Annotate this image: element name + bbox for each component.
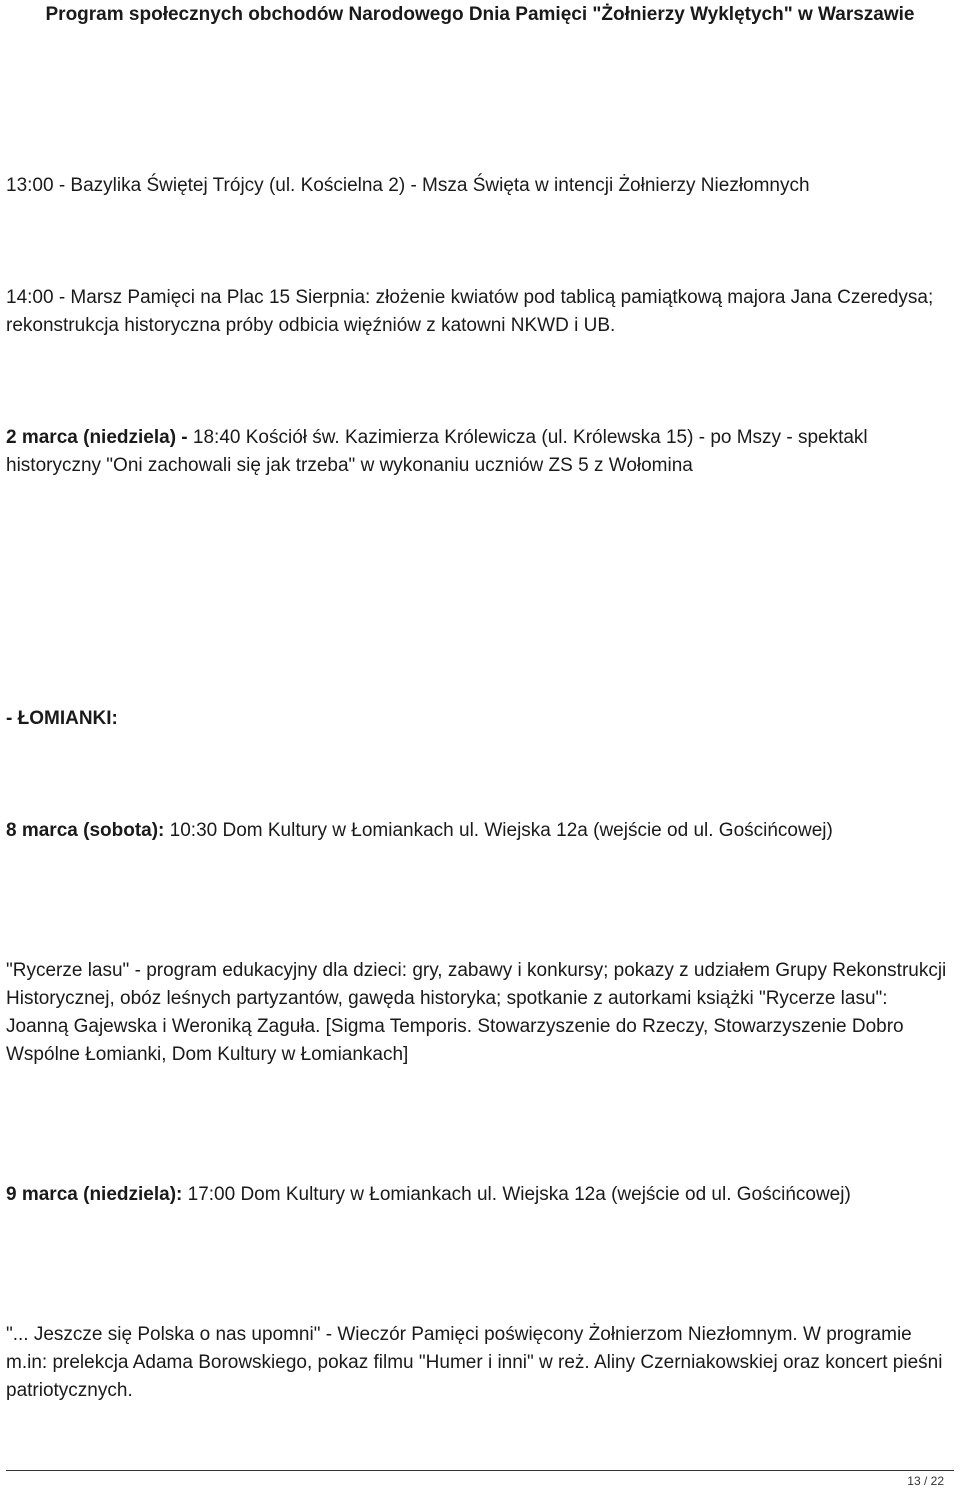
evening-title: "... Jeszcze się Polska o nas upomni" - Wieczór Pamięci poświęcony Żołnierzom Niezłomnym. [6, 1324, 798, 1345]
page-header-title: Program społecznych obchodów Narodowego Dnia Pamięci "Żołnierzy Wyklętych" w Warszawie [45, 4, 915, 25]
rycerze-description: "Rycerze lasu" - program edukacyjny dla dzieci: gry, zabawy i konkursy; pokazy z udziałem Grupy Rekonstrukcji Historycznej, obóz leśnych partyzantów, gawęda historyka; spotkanie z autorkami książki "Rycerze lasu": Joanną Gajewska i Weroniką Zaguła. [6, 960, 947, 1037]
paragraph-march-9 [6, 1181, 954, 1209]
date-march-9: 9 marca (niedziela): [6, 1184, 183, 1205]
paragraph-evening [6, 1321, 954, 1405]
paragraph-mass: 13:00 - Bazylika Świętej Trójcy (ul. Kościelna 2) - Msza Święta w intencji Żołnierzy Niezłomnych [6, 175, 810, 196]
event-march-9: 17:00 Dom Kultury w Łomiankach ul. Wiejska 12a (wejście od ul. Gościńcowej) [182, 1184, 851, 1205]
evening-program: W programie m.in: prelekcja Adama Borowskiego, pokaz filmu "Humer i inni" w reż. Aliny Czerniakowskiej oraz koncert pieśni patriotycznych. [6, 1324, 943, 1401]
rycerze-organizers: [Sigma Temporis. Stowarzyszenie do Rzeczy, Stowarzyszenie Dobro Wspólne Łomianki, Dom Kultury w Łomiankach] [6, 1016, 904, 1065]
paragraph-march-8 [6, 817, 954, 845]
date-march-2: 2 marca (niedziela) - [6, 427, 188, 448]
section-heading-lomianki: - ŁOMIANKI: [6, 708, 118, 729]
footer-divider [6, 1470, 954, 1471]
page-number: 13 / 22 [907, 1474, 944, 1488]
paragraph-rycerze-lasu [6, 957, 954, 1069]
event-march-2: 18:40 Kościół św. Kazimierza Królewicza (ul. Królewska 15) - po Mszy - spektakl historyczny "Oni zachowali się jak trzeba" w wykonaniu uczniów ZS 5 z Wołomina [6, 427, 868, 476]
paragraph-march-2 [6, 424, 954, 480]
date-march-8: 8 marca (sobota): [6, 820, 165, 841]
paragraph-march: 14:00 - Marsz Pamięci na Plac 15 Sierpnia: złożenie kwiatów pod tablicą pamiątkową majora Jana Czeredysa; rekonstrukcja historyczna próby odbicia więźniów z katowni NKWD i UB. [6, 287, 934, 336]
event-march-8: 10:30 Dom Kultury w Łomiankach ul. Wiejska 12a (wejście od ul. Gościńcowej) [164, 820, 833, 841]
